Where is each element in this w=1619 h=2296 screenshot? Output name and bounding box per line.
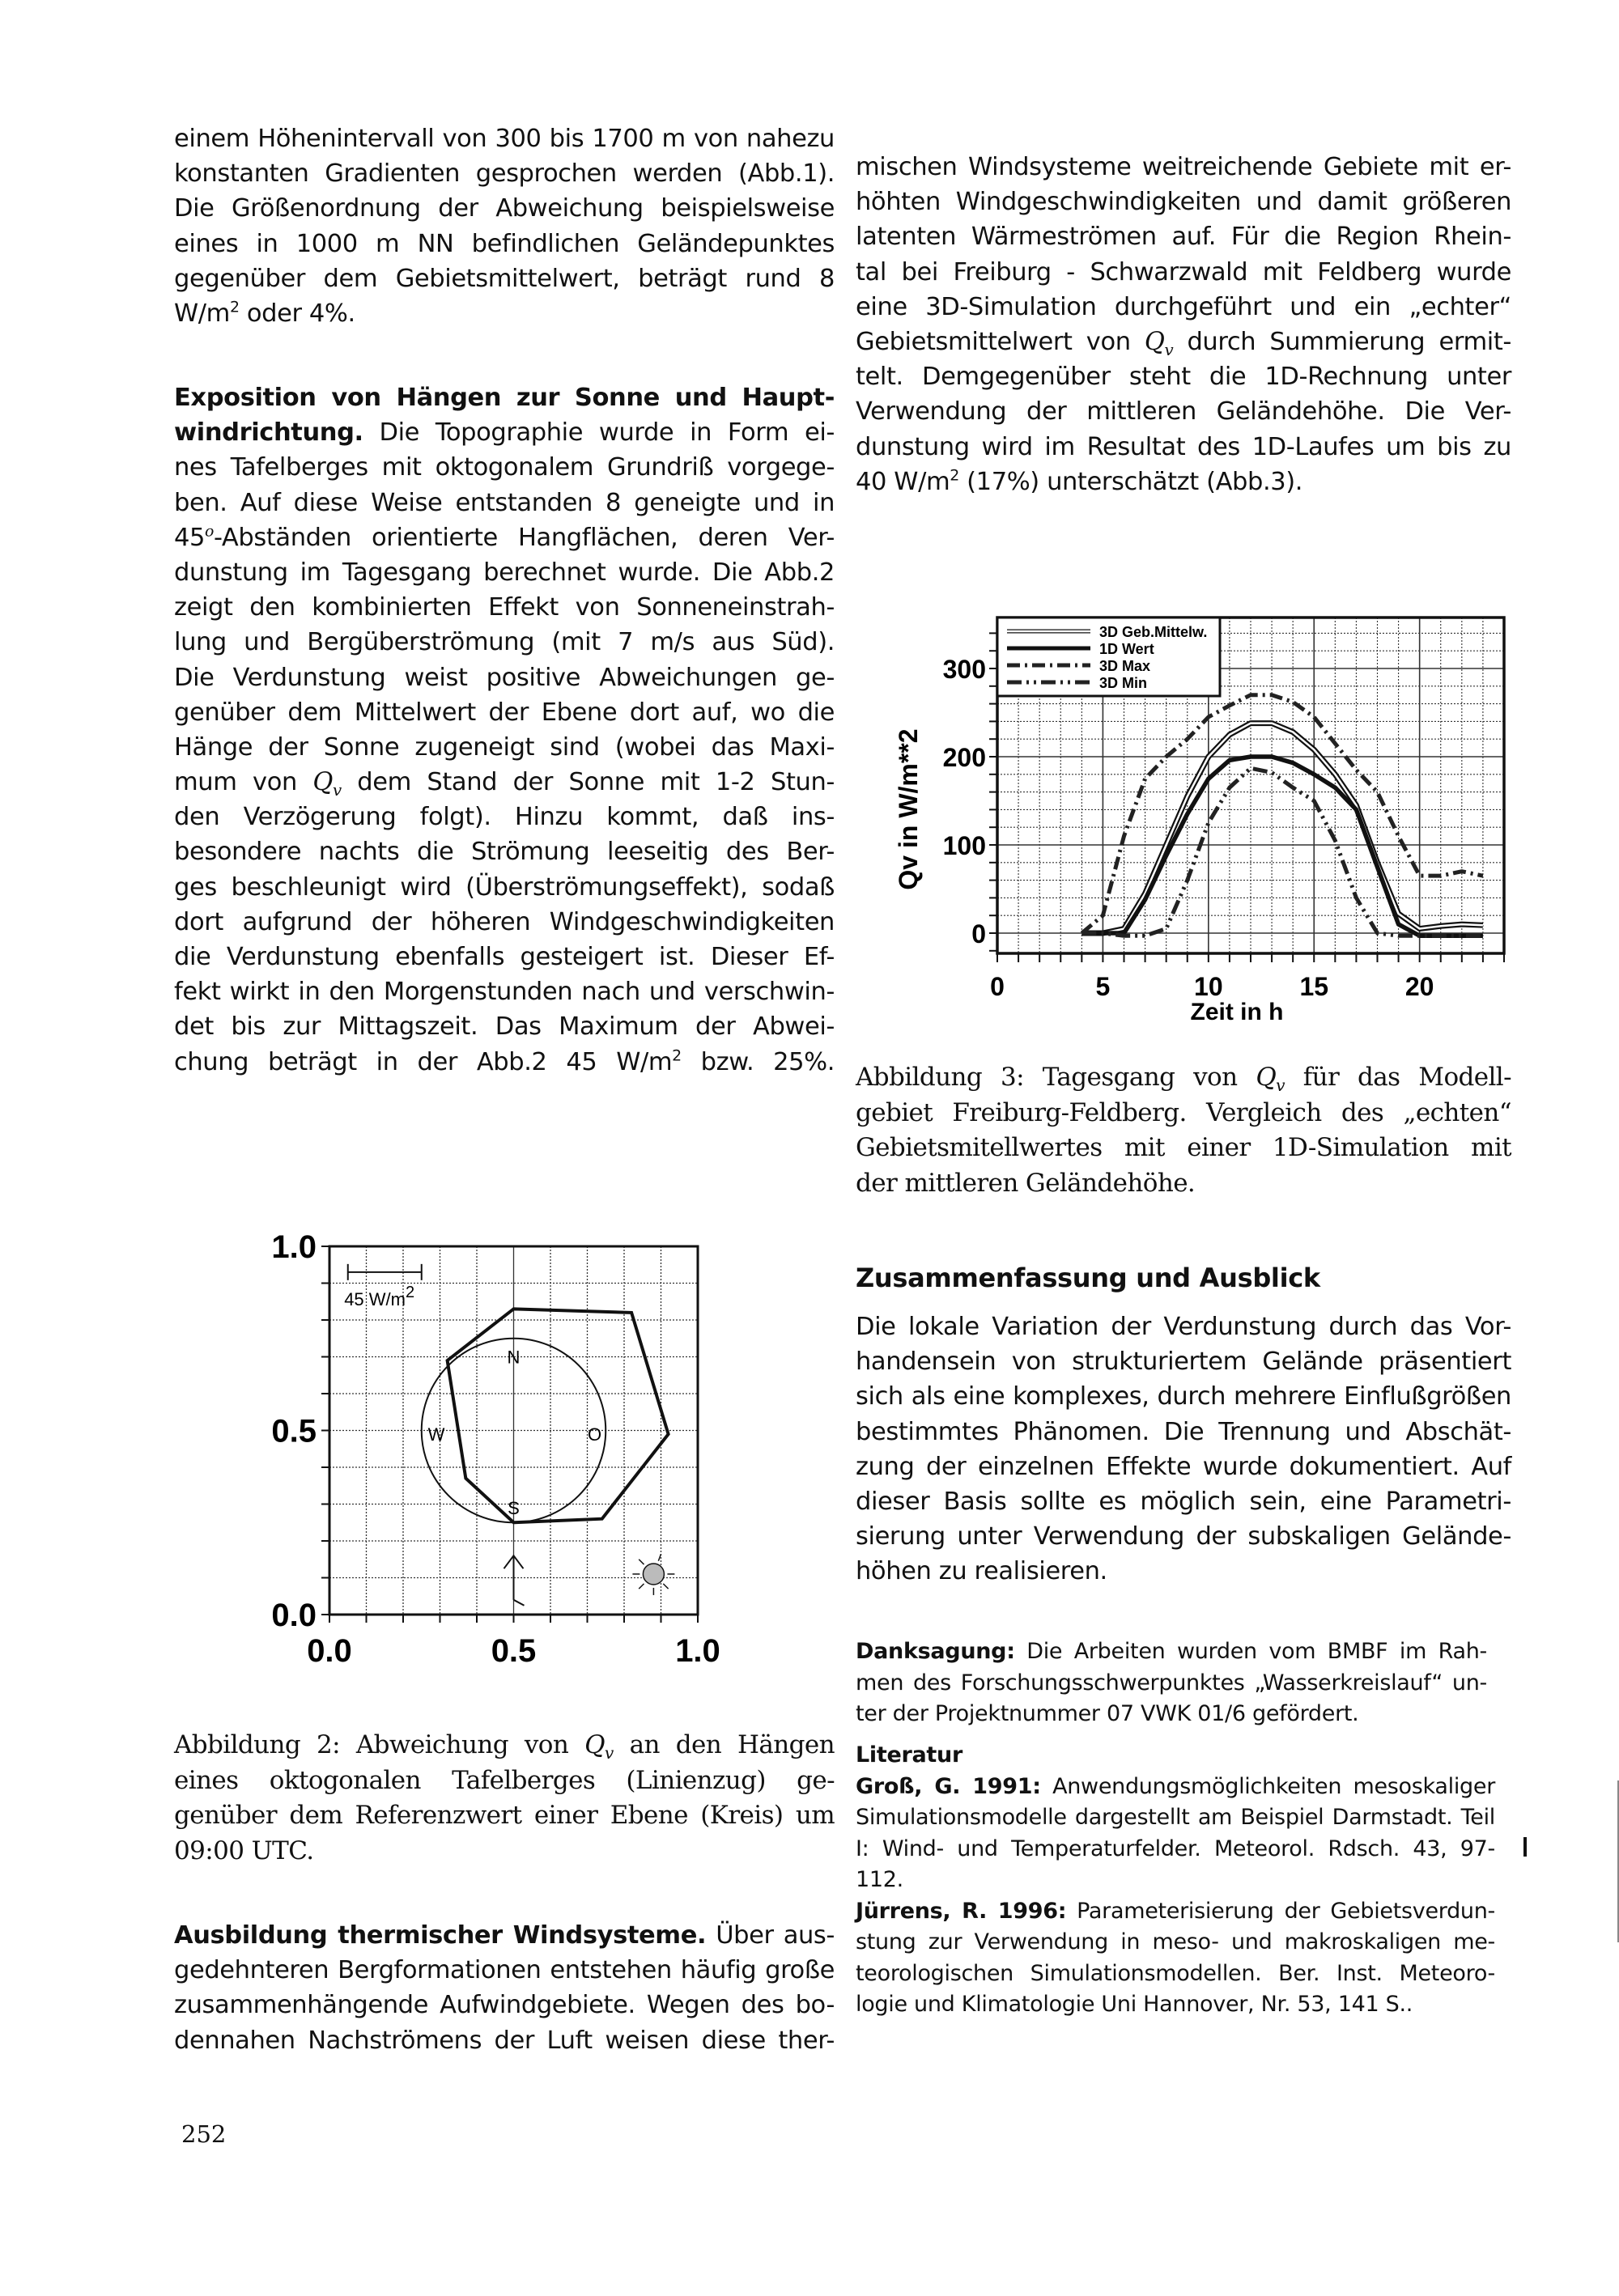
right-paragraph — [856, 150, 1511, 499]
caption-line: gebiet Freiburg-Feldberg. Vergleich des „echten“ — [856, 1097, 1511, 1127]
svg-text:300: 300 — [942, 655, 986, 684]
legend — [997, 618, 1220, 696]
svg-text:S: S — [508, 1498, 520, 1519]
text-line: eines in 1000 m NN befindlichen Geländepunktes — [174, 229, 835, 258]
section-heading: Exposition von Hängen zur Sonne und Haupt- — [174, 384, 835, 412]
text-line: dennahen Nachströmens der Luft weisen diese ther- — [174, 2026, 835, 2055]
reference-line: Jürrens, R. 1996: Parameterisierung der Gebietsverdun- — [856, 1898, 1495, 1924]
text-line: Danksagung: Die Arbeiten wurden vom BMBF im Rah- — [856, 1639, 1487, 1664]
section-thermal-wind-systems — [174, 1918, 835, 2058]
section-heading: Zusammenfassung und Ausblick — [856, 1263, 1320, 1293]
text-line: telt. Demgegenüber steht die 1D-Rechnung unter — [856, 363, 1511, 392]
svg-text:10: 10 — [1194, 972, 1223, 1001]
text-line: höhen zu realisieren. — [856, 1557, 1107, 1586]
section-heading-cont: windrichtung. — [174, 418, 363, 448]
text-line: gedehnteren Bergformationen entstehen häufig große — [174, 1956, 835, 1985]
text-line: besondere nachts die Strömung leeseitig des Ber- — [174, 838, 835, 867]
sun-icon — [632, 1554, 674, 1595]
text-line: 45$^o$-Abständen orientierte Hangflächen, deren Ver- — [174, 522, 835, 552]
text-line: Ausbildung thermischer Windsysteme. Über aus- — [174, 1921, 835, 1950]
summary-section — [856, 1263, 1511, 1293]
text-line: handensein von strukturiertem Gelände präsentiert — [856, 1347, 1511, 1377]
text-line: konstanten Gradienten gesprochen werden (Abb.1). — [174, 159, 835, 189]
series-lines — [1081, 695, 1483, 936]
svg-text:0: 0 — [990, 972, 1005, 1001]
text-line: fekt wirkt in den Morgenstunden nach und verschwin- — [174, 978, 835, 1007]
reference-line: teorologischen Simulationsmodellen. Ber. Inst. Meteoro- — [856, 1960, 1495, 1986]
svg-text:3D Max: 3D Max — [1099, 658, 1151, 674]
svg-text:0.5: 0.5 — [491, 1633, 537, 1667]
x-axis-label: Zeit in h — [1190, 999, 1284, 1025]
acknowledgement — [856, 1636, 1487, 1730]
text-line: die Verdunstung ebenfalls gesteigert ist. Dieser Ef- — [174, 943, 835, 971]
text-line: nes Tafelberges mit oktogonalem Grundriß vorgege- — [174, 453, 835, 482]
tick-labels — [271, 1229, 720, 1667]
text-line: zeigt den kombinierten Effekt von Sonneneinstrah- — [174, 593, 835, 622]
scan-edge-mark — [1523, 1837, 1527, 1857]
text-line: gegenüber dem Gebietsmittelwert, beträgt rund 8 — [174, 264, 835, 293]
caption-line: genüber dem Referenzwert einer Ebene (Kreis) um — [174, 1801, 835, 1830]
svg-text:1D Wert: 1D Wert — [1099, 641, 1154, 657]
left-intro-paragraph — [174, 121, 835, 331]
reference-line: Simulationsmodelle dargestellt am Beispiel Darmstadt. Teil — [856, 1805, 1495, 1830]
text-line: sierung unter Verwendung der subskaligen Gelände- — [856, 1522, 1511, 1551]
text-line: Die lokale Variation der Verdunstung durch das Vor- — [856, 1313, 1511, 1341]
svg-text:1.0: 1.0 — [675, 1633, 720, 1667]
text-line: det bis zur Mittagszeit. Das Maximum der Abwei- — [174, 1012, 835, 1042]
text-line: $W/m^2$ oder 4%. — [174, 298, 355, 328]
reference-line: 112. — [856, 1867, 903, 1892]
reference-line: logie und Klimatologie Uni Hannover, Nr. 53, 141 S.. — [856, 1992, 1413, 2017]
svg-text:N: N — [507, 1347, 521, 1368]
text-line: den Verzögerung folgt). Hinzu kommt, daß ins- — [174, 803, 835, 832]
text-line: Hänge der Sonne zugeneigt sind (wobei das Maxi- — [174, 732, 835, 762]
svg-text:0.5: 0.5 — [271, 1413, 317, 1449]
text-line: zusammenhängende Aufwindgebiete. Wegen des bo- — [174, 1991, 835, 2020]
figure-3-daily-cycle-chart — [890, 599, 1530, 1036]
section-heading: Ausbildung thermischer Windsysteme. — [174, 1921, 707, 1950]
svg-text:100: 100 — [942, 831, 986, 860]
octagon-deviation-line — [448, 1309, 669, 1522]
wind-direction-arrow-icon — [504, 1555, 525, 1606]
page-number: 252 — [181, 2120, 227, 2148]
caption-line: Abbildung 2: Abweichung von $Q_v$ an den Hängen — [174, 1730, 835, 1763]
text-line: lung und Bergüberströmung (mit 7 m/s aus Süd). — [174, 628, 835, 657]
text-line: windrichtung. Die Topographie wurde in Form ei- — [174, 418, 835, 448]
svg-text:0.0: 0.0 — [271, 1598, 317, 1633]
text-line: Verwendung der mittleren Geländehöhe. Die Ver- — [856, 397, 1511, 427]
caption-line: Abbildung 3: Tagesgang von $Q_v$ für das Modell- — [856, 1063, 1511, 1096]
summary-paragraph — [856, 1309, 1511, 1589]
text-line: Gebietsmittelwert von $Q_v$ durch Summierung ermit- — [856, 327, 1511, 360]
reference-author: Jürrens, R. 1996: — [856, 1898, 1067, 1924]
caption-line: der mittleren Geländehöhe. — [856, 1168, 1196, 1198]
caption-line: Gebietsmitellwertes mit einer 1D-Simulation mit — [856, 1133, 1511, 1162]
text-line: dunstung im Tagesgang berechnet wurde. Die Abb.2 — [174, 558, 835, 587]
text-line: Die Größenordnung der Abweichung beispielsweise — [174, 194, 835, 223]
text-line: mischen Windsysteme weitreichende Gebiete mit er- — [856, 153, 1511, 181]
text-line: zung der einzelnen Effekte wurde dokumentiert. Auf — [856, 1452, 1511, 1481]
section-exposition — [174, 380, 835, 1080]
scale-bar — [344, 1264, 422, 1309]
text-line: chung beträgt in der Abb.2 45 $W/m^2$ bzw. 25%. — [174, 1046, 835, 1076]
figure-2-slope-deviation-plot — [243, 1214, 745, 1667]
svg-text:1.0: 1.0 — [271, 1229, 317, 1265]
text-line: genüber dem Mittelwert der Ebene dort auf, wo die — [174, 698, 835, 727]
acknowledgement-label: Danksagung: — [856, 1639, 1015, 1664]
caption-line: 09:00 UTC. — [174, 1836, 314, 1865]
text-line: ges beschleunigt wird (Überströmungseffekt), sodaß — [174, 872, 835, 902]
figure-2-caption — [174, 1728, 835, 1869]
text-line: ter der Projektnummer 07 VWK 01/6 gefördert. — [856, 1701, 1359, 1726]
svg-text:0: 0 — [971, 919, 986, 949]
text-line: einem Höhenintervall von 300 bis 1700 m von nahezu — [174, 125, 835, 153]
svg-text:20: 20 — [1404, 972, 1434, 1001]
svg-text:200: 200 — [942, 743, 986, 772]
text-line: höhten Windgeschwindigkeiten und damit größeren — [856, 188, 1511, 217]
references-heading: Literatur — [856, 1742, 962, 1768]
text-line: eine 3D-Simulation durchgeführt und ein „echter“ — [856, 292, 1511, 321]
figure-3-caption — [856, 1060, 1511, 1201]
svg-text:3D Geb.Mittelw.: 3D Geb.Mittelw. — [1099, 624, 1208, 640]
svg-text:3D Min: 3D Min — [1099, 675, 1148, 691]
text-line: mum von $Q_v$ dem Stand der Sonne mit 1-2 Stun- — [174, 768, 835, 800]
text-line: latenten Wärmeströmen auf. Für die Region Rhein- — [856, 223, 1511, 252]
text-line: ben. Auf diese Weise entstanden 8 geneigte und in — [174, 488, 835, 517]
caption-line: eines oktogonalen Tafelberges (Linienzug) ge- — [174, 1765, 835, 1795]
text-line: men des Forschungsschwerpunktes „Wasserkreislauf“ un- — [856, 1670, 1487, 1695]
text-line: tal bei Freiburg - Schwarzwald mit Feldberg wurde — [856, 257, 1511, 286]
svg-text:45 W/m2: 45 W/m2 — [344, 1283, 415, 1309]
reference-line: Groß, G. 1991: Anwendungsmöglichkeiten mesoskaliger — [856, 1773, 1495, 1799]
svg-text:5: 5 — [1095, 972, 1111, 1001]
text-line: dort aufgrund der höheren Windgeschwindigkeiten — [174, 907, 835, 936]
text-line: bestimmtes Phänomen. Die Trennung und Abschät- — [856, 1417, 1511, 1446]
svg-text:15: 15 — [1299, 972, 1329, 1001]
reference-line: I: Wind- und Temperaturfelder. Meteorol. Rdsch. 43, 97- — [856, 1836, 1495, 1861]
reference-author: Groß, G. 1991: — [856, 1773, 1041, 1799]
svg-text:0.0: 0.0 — [307, 1633, 352, 1667]
svg-text:O: O — [588, 1424, 602, 1445]
text-line: sich als eine komplexes, durch mehrere Einflußgrößen — [856, 1382, 1511, 1411]
y-axis-label: Qv in W/m**2 — [894, 728, 923, 890]
references — [856, 1740, 1495, 2021]
text-line: Die Verdunstung weist positive Abweichungen ge- — [174, 663, 835, 692]
text-line: dunstung wird im Resultat des 1D-Laufes um bis zu — [856, 432, 1511, 461]
text-line: dieser Basis sollte es möglich sein, eine Parametri- — [856, 1487, 1511, 1516]
reference-line: stung zur Verwendung in meso- und makroskaligen me- — [856, 1929, 1495, 1954]
text-line: 40 $W/m^2$ (17%) unterschätzt (Abb.3). — [856, 465, 1303, 496]
svg-text:W: W — [427, 1424, 445, 1445]
